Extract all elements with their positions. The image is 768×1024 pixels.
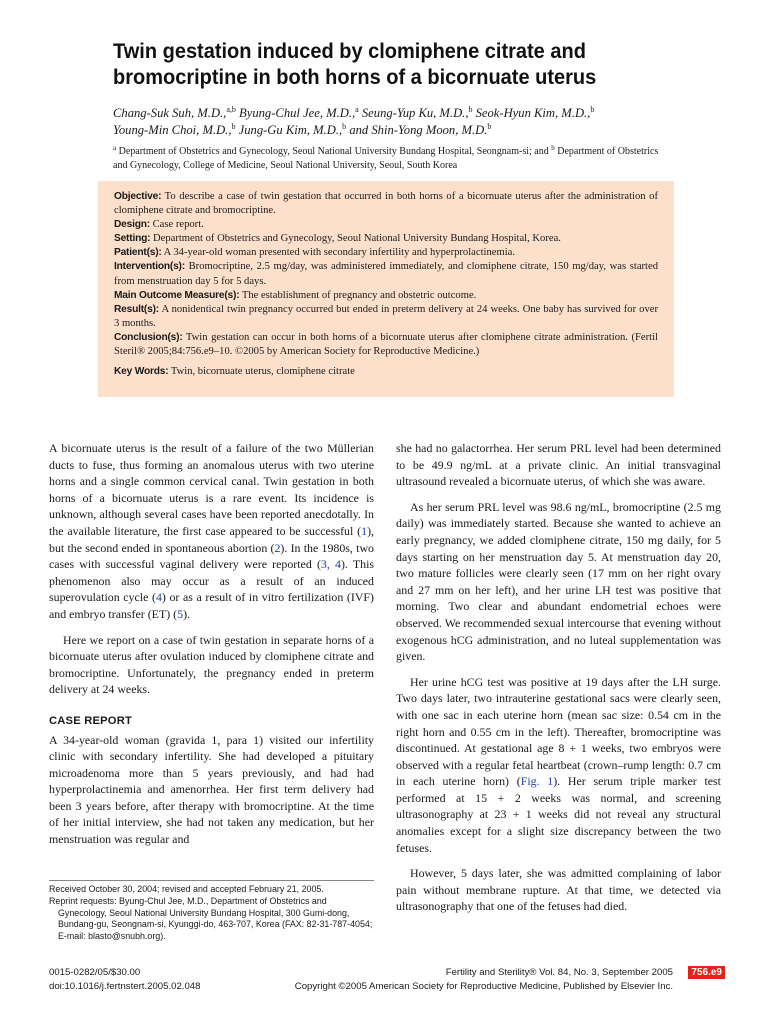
case-paragraph xyxy=(396,674,721,857)
intro-paragraph xyxy=(49,440,374,623)
reprint-note: Reprint requests: Byung-Chul Jee, M.D., Department of Obstetrics and Gynecology, Seoul National University Bundang Hospital, 300 Gumi-dong, Bundang-gu, Seongnam-si, Kyunggi-do, 463-707, Korea (FAX: 82-31-787-4054; E-mail: blasto@snubh.org). xyxy=(49,895,373,942)
affiliations xyxy=(113,145,673,172)
abstract-text: Case report. xyxy=(149,219,204,231)
issn-price: 0015-0282/05/$30.00 xyxy=(49,967,141,978)
abstract-text: A nonidentical twin pregnancy occurred but ended in preterm delivery at 24 weeks. One baby has survived for over 3 months. xyxy=(114,303,658,329)
abstract-text: A 34-year-old woman presented with secondary infertility and hyperprolactinemia. xyxy=(161,247,515,259)
author: and Shin-Yong Moon, M.D. xyxy=(346,123,488,137)
body-text: Her urine hCG test was positive at 19 days after the LH surge. Two days later, two intrauterine gestational sacs were clearly seen, with one sac in each uterine horn (mean sac size: 0.54 cm in the right horn and 0.55 cm in the left). Thereafter, bromocriptine was discontinued. At gestational age 8 + 1 weeks, two embryos were observed with a regular fetal heartbeat (crown–rump length: 0.7 cm in each uterine horn) ( xyxy=(396,674,721,789)
case-paragraph: A 34-year-old woman (gravida 1, para 1) visited our infertility clinic with secondary infertility. She had developed a pituitary microadenoma more than 5 years previously, and had had hyperprolactinemia and amenorrhea. Her first term delivery had been 3 years before, after therapy with bromocriptine. At the time of her initial interview, she had not taken any medication, but her menstruation was regular and xyxy=(49,732,374,847)
body-text: ). xyxy=(183,606,190,621)
reference-link[interactable]: 5 xyxy=(177,606,184,621)
footnotes xyxy=(49,880,374,943)
case-paragraph: As her serum PRL level was 98.6 ng/mL, bromocriptine (2.5 mg daily) was immediately started. Because she wanted to achieve an early pregnancy, we added clomiphene citrate, 150 mg daily, for 5 days starting on her menstruation day 5. At menstruation day 20, two mature follicles were clearly seen (17 mm on her right ovary and 27 mm on her left), and her urine LH test was positive that morning. Two clear and abundant endometrial echoes were observed. We recommended sexual intercourse that evening without exogenous hCG administration, and no luteal supplementation was given. xyxy=(396,499,721,664)
author-list xyxy=(113,105,693,139)
abstract-patients xyxy=(114,246,658,260)
abstract-text: Twin gestation can occur in both horns of a bicornuate uterus after clomiphene citrate administration. (Fertil Steril® 2005;84:756.e9–10. ©2005 by American Society for Reproductive Medicine.) xyxy=(114,331,658,358)
author-affiliation-mark: b xyxy=(487,122,492,131)
page-footer xyxy=(49,966,725,994)
author-affiliation-mark: a,b xyxy=(226,105,236,114)
author: Jung-Gu Kim, M.D., xyxy=(235,123,343,137)
title-line: Twin gestation induced by clomiphene citrate and xyxy=(113,39,586,63)
author: Byung-Chul Jee, M.D., xyxy=(235,106,356,120)
abstract-objective xyxy=(114,190,658,218)
abstract-label: Patient(s): xyxy=(114,247,162,259)
abstract-text: Department of Obstetrics and Gynecology, Seoul National University Bundang Hospital, Korea. xyxy=(150,233,561,245)
author-affiliation-mark: b xyxy=(468,105,473,114)
author-affiliation-mark: b xyxy=(590,105,595,114)
section-heading: CASE REPORT xyxy=(49,714,133,727)
reference-link[interactable]: 2 xyxy=(274,540,281,555)
case-paragraph: However, 5 days later, she was admitted complaining of labor pain without membrane rupture. At that time, we detected via ultrasonography that one of the fetuses had died. xyxy=(396,866,721,914)
abstract-label: Intervention(s): xyxy=(114,261,185,273)
title-line: bromocriptine in both horns of a bicornuate uterus xyxy=(113,65,597,89)
body-text: ). Her serum triple marker test performed at 15 + 2 weeks was normal, and screening ultrasonography at 23 + 1 weeks did not reveal any structural anomalies except for a slight size discrepancy between the two fetuses. xyxy=(396,774,721,855)
keywords xyxy=(114,365,658,379)
abstract-label: Result(s): xyxy=(114,303,159,315)
keywords-text: Twin, bicornuate uterus, clomiphene citrate xyxy=(168,366,355,378)
body-text: ). In the 1980s, two cases with successful vaginal delivery were reported ( xyxy=(49,540,374,572)
body-text: ). This phenomenon also may occur as a result of an induced superovulation cycle ( xyxy=(49,557,374,605)
figure-link[interactable]: Fig. 1 xyxy=(520,774,554,789)
body-text: ) or as a result of in vitro fertilization (IVF) and embryo transfer (ET) ( xyxy=(49,590,374,621)
affiliation-text: Department of Obstetrics and Gynecology, College of Medicine, Seoul National University, Seoul, South Korea xyxy=(113,146,659,171)
reference-link[interactable]: 1 xyxy=(361,523,368,538)
left-column xyxy=(49,440,374,857)
abstract-interventions xyxy=(114,260,658,288)
intro-paragraph-2: Here we report on a case of twin gestation in separate horns of a bicornuate uterus after ovulation induced by clomiphene citrate and bromocriptine. Unfortunately, the pregnancy ended in preterm delivery at 24 weeks. xyxy=(49,632,374,697)
author: Seung-Yup Ku, M.D., xyxy=(358,106,469,120)
journal-citation: Fertility and Sterility® Vol. 84, No. 3, September 2005 xyxy=(445,967,673,978)
author: Chang-Suk Suh, M.D., xyxy=(113,106,227,120)
abstract-label: Main Outcome Measure(s): xyxy=(114,289,240,301)
body-text: ), but the second ended in spontaneous abortion ( xyxy=(49,523,374,555)
abstract-label: Setting: xyxy=(114,233,151,245)
abstract-label: Conclusion(s): xyxy=(114,331,183,343)
doi[interactable]: doi:10.1016/j.fertnstert.2005.02.048 xyxy=(49,981,201,992)
abstract-text: Bromocriptine, 2.5 mg/day, was administered immediately, and clomiphene citrate, 150 mg/day, was started from menstruation day 5 for 5 days. xyxy=(114,261,658,287)
author: Young-Min Choi, M.D., xyxy=(113,123,232,137)
reference-link[interactable]: 4 xyxy=(155,590,162,605)
abstract-results xyxy=(114,303,658,331)
author-affiliation-mark: b xyxy=(342,122,347,131)
right-column xyxy=(396,440,721,924)
affiliation-mark: a xyxy=(113,144,117,152)
abstract-text: To describe a case of twin gestation that occurred in both horns of a bicornuate uterus after the administration of clomiphene citrate and bromocriptine. xyxy=(114,191,658,217)
affiliation-mark: b xyxy=(551,144,555,152)
abstract-conclusions xyxy=(114,331,658,359)
case-paragraph: she had no galactorrhea. Her serum PRL level had been determined to be 49.9 ng/mL at a private clinic. An initial transvaginal ultrasound revealed a bicornuate uterus, of which she was aware. xyxy=(396,441,721,489)
abstract-label: Objective: xyxy=(114,191,162,202)
author-affiliation-mark: a xyxy=(355,105,359,114)
page-number-badge: 756.e9 xyxy=(688,966,725,979)
author-affiliation-mark: b xyxy=(231,122,236,131)
article-title xyxy=(113,38,671,90)
copyright: Copyright ©2005 American Society for Reproductive Medicine, Published by Elsevier Inc. xyxy=(294,981,673,992)
abstract-box xyxy=(98,181,674,397)
affiliation-text: Department of Obstetrics and Gynecology, Seoul National University Bundang Hospital, Seongnam-si; and xyxy=(116,146,552,157)
body-text: A bicornuate uterus is the result of a failure of the two Müllerian ducts to fuse, thus forming an anomalous uterus with two uterine horns and a single common cervical canal. Twin gestation in both horns of a bicornuate uterus is a rare event. Its incidence is unknown, although several cases have been reported anecdotally. In the available literature, the first case appeared to be successful ( xyxy=(49,441,374,538)
reference-link[interactable]: 3, 4 xyxy=(320,557,341,572)
abstract-label: Design: xyxy=(114,219,150,231)
abstract-setting xyxy=(114,232,658,246)
abstract-text: The establishment of pregnancy and obstetric outcome. xyxy=(239,289,477,301)
abstract-outcome-measures xyxy=(114,289,658,303)
author: Seok-Hyun Kim, M.D., xyxy=(472,106,591,120)
keywords-label: Key Words: xyxy=(114,366,169,378)
received-note: Received October 30, 2004; revised and accepted February 21, 2005. xyxy=(49,884,324,894)
abstract-design xyxy=(114,218,658,232)
